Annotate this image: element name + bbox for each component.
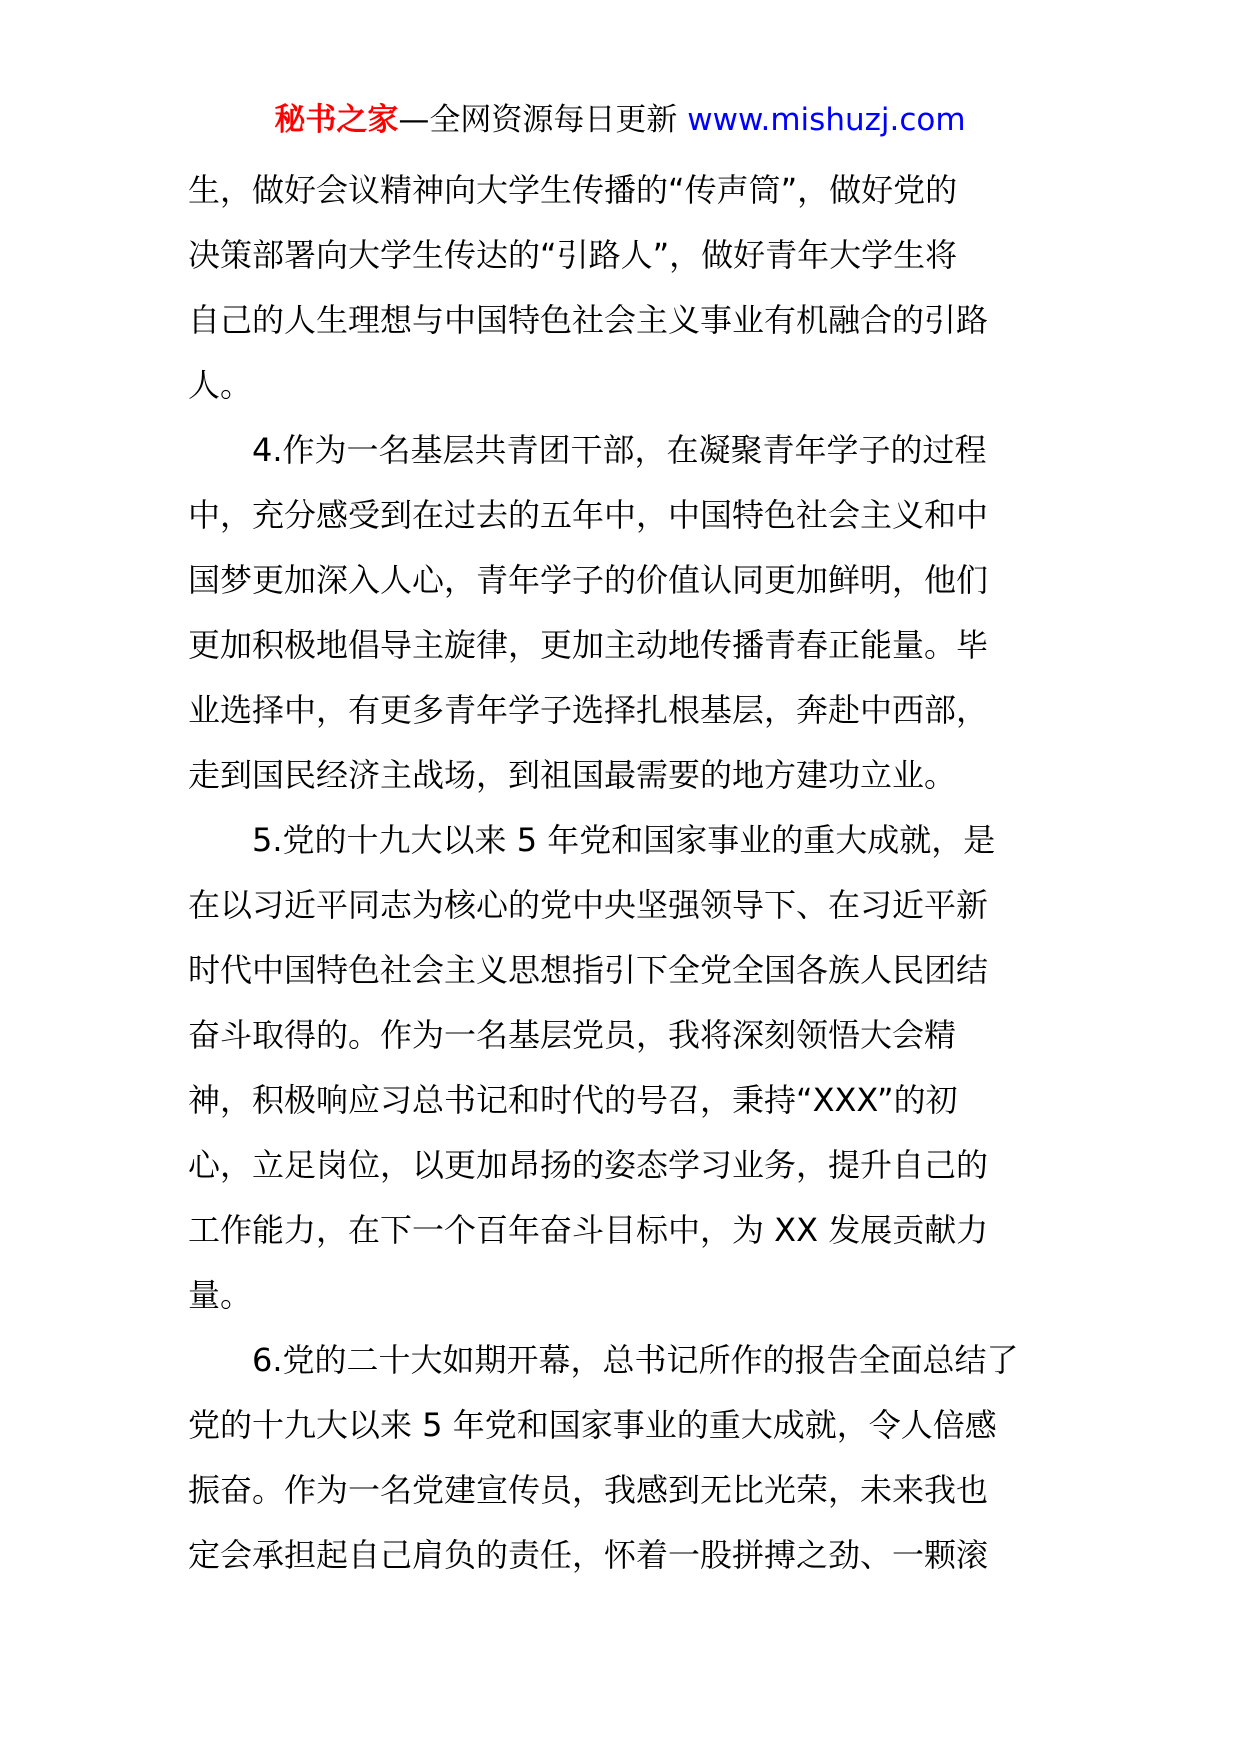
text-line: 中，充分感受到在过去的五年中，中国特色社会主义和中 (188, 496, 989, 534)
document-body (188, 158, 1056, 1588)
text-line: 人。 (188, 366, 253, 404)
text-line: 业选择中，有更多青年学子选择扎根基层，奔赴中西部， (188, 691, 989, 729)
brand-name: 秘书之家 (274, 102, 399, 138)
text-line: 时代中国特色社会主义思想指引下全党全国各族人民团结 (188, 951, 989, 989)
text-line: 量。 (188, 1276, 253, 1314)
text-line: 决策部署向大学生传达的“引路人”，做好青年大学生将 (188, 236, 958, 274)
paragraph-continuation (188, 158, 1056, 418)
text-line: 6.党的二十大如期开幕，总书记所作的报告全面总结了 (252, 1341, 1019, 1379)
text-line: 5.党的十九大以来 5 年党和国家事业的重大成就，是 (252, 821, 996, 859)
text-line: 奋斗取得的。作为一名基层党员，我将深刻领悟大会精 (188, 1016, 957, 1054)
text-line: 4.作为一名基层共青团干部，在凝聚青年学子的过程 (252, 431, 987, 469)
text-line: 振奋。作为一名党建宣传员，我感到无比光荣，未来我也 (188, 1471, 989, 1509)
text-line: 更加积极地倡导主旋律，更加主动地传播青春正能量。毕 (188, 626, 989, 664)
text-line: 走到国民经济主战场，到祖国最需要的地方建功立业。 (188, 756, 957, 794)
text-line: 国梦更加深入人心，青年学子的价值认同更加鲜明，他们 (188, 561, 989, 599)
text-line: 在以习近平同志为核心的党中央坚强领导下、在习近平新 (188, 886, 989, 924)
text-line: 工作能力，在下一个百年奋斗目标中，为 XX 发展贡献力 (188, 1211, 989, 1249)
paragraph-item-6 (188, 1328, 1056, 1588)
text-line: 定会承担起自己肩负的责任，怀着一股拼搏之劲、一颗滚 (188, 1536, 989, 1574)
site-url-link[interactable]: www.mishuzj.com (687, 102, 966, 138)
header-tagline: —全网资源每日更新 (398, 102, 678, 138)
text-line: 党的十九大以来 5 年党和国家事业的重大成就，令人倍感 (188, 1406, 997, 1444)
text-line: 心，立足岗位，以更加昂扬的姿态学习业务，提升自己的 (188, 1146, 989, 1184)
text-line: 神，积极响应习总书记和时代的号召，秉持“XXX”的初 (188, 1081, 958, 1119)
page-header (0, 100, 1240, 140)
text-line: 自己的人生理想与中国特色社会主义事业有机融合的引路 (188, 301, 989, 339)
paragraph-item-4 (188, 418, 1056, 808)
paragraph-item-5 (188, 808, 1056, 1328)
text-line: 生，做好会议精神向大学生传播的“传声筒”，做好党的 (188, 171, 958, 209)
